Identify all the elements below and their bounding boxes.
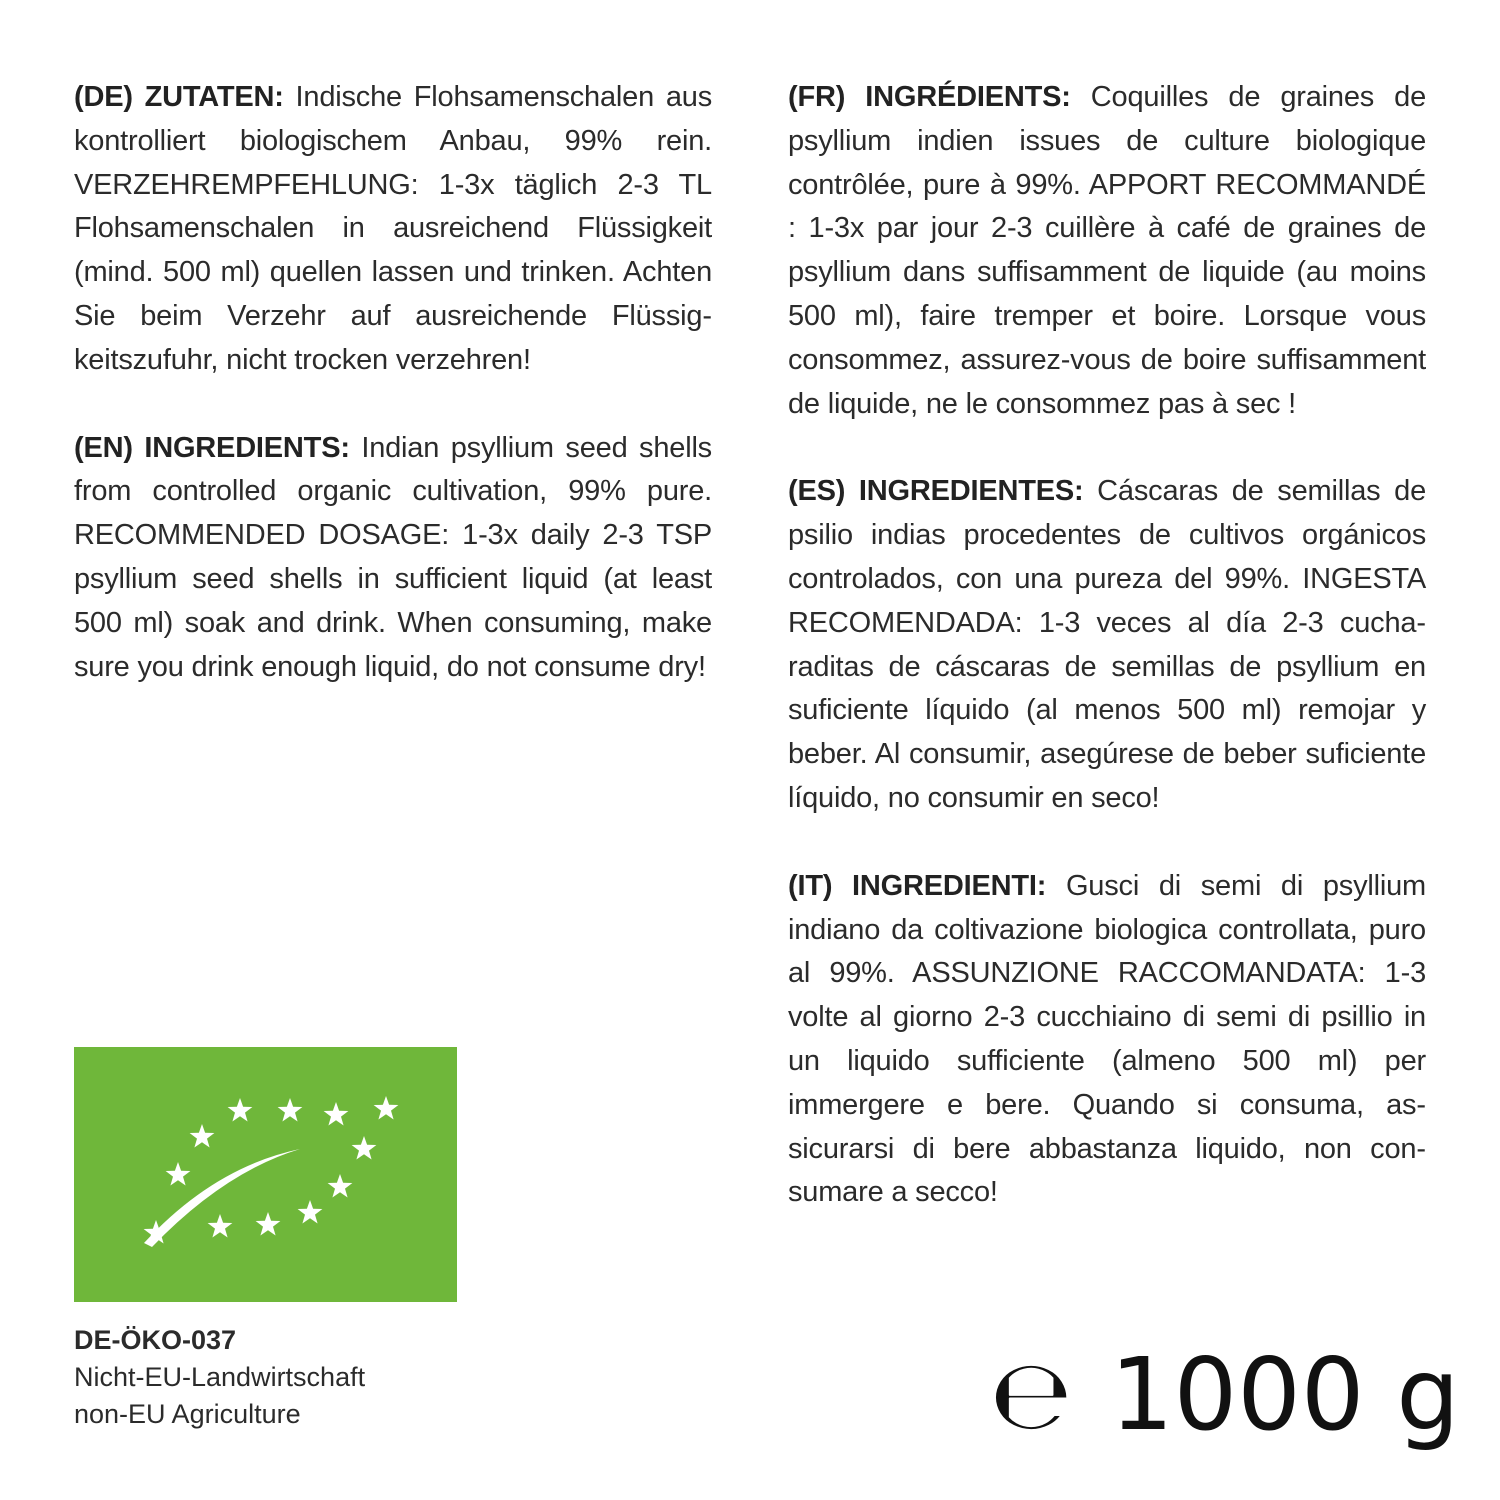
es-body: Cáscaras de semillas de psilio indias procedentes de cultivos orgánicos controlados, con una pureza del 99%. INGESTA RECOMENDADA: 1-3 veces al día 2-3 cucharaditas de cáscaras de semillas de psyllium en suficiente líquido (al menos 500 ml) remojar y beber. Al consumir, asegúrese de beber suficiente líquido, no consumir en seco! [788, 475, 1426, 814]
right-column [788, 76, 1426, 1259]
net-weight-value: 1000 g [1110, 1336, 1460, 1453]
certification-code: DE-ÖKO-037 [74, 1325, 237, 1355]
left-column [74, 76, 712, 733]
certification-origin-en: non-EU Agriculture [74, 1399, 301, 1429]
it-body: Gusci di semi di psyllium indiano da coltivazione biologica controllata, puro al 99%. ASSUNZIONE RACCOMANDATA: 1-3 volte al giorno 2-3 cucchiaino di semi di psillio in un liquido sufficiente (almeno 500 ml) per immergere e bere. Quando si consuma, assicurarsi di bere abbastanza liquido, non consumare a secco! [788, 869, 1426, 1209]
en-heading: (EN) INGREDIENTS: [74, 431, 350, 464]
net-weight [990, 1336, 1460, 1453]
logo-background [74, 1047, 457, 1302]
it-heading: (IT) INGREDIENTI: [788, 869, 1047, 902]
es-ingredients [788, 470, 1426, 820]
en-ingredients [74, 427, 712, 690]
it-ingredients [788, 865, 1426, 1215]
en-body: Indian psyllium seed shells from controlled organic cultivation, 99% pure. RECOMMENDED DOSAGE: 1-3x daily 2-3 TSP psyllium seed shells in sufficient liquid (at least 500 ml) soak and drink. When consuming, make sure you drink enough liquid, do not consume dry! [74, 431, 712, 683]
de-ingredients [74, 76, 712, 383]
fr-body: Coquilles de graines de psyllium indien issues de culture biologique contrôlée, pure à 99%. APPORT RECOMMANDÉ : 1-3x par jour 2-3 cuillère à café de graines de psyllium dans suffisamment de liquide (au moins 500 ml), faire tremper et boire. Lorsque vous consommez, assurez-vous de boire suffisamment de liquide, ne le consommez pas à sec ! [788, 81, 1426, 420]
es-heading: (ES) INGREDIENTES: [788, 475, 1084, 508]
certification-block [74, 1322, 365, 1433]
estimated-sign-icon: ℮ [990, 1339, 1073, 1451]
de-heading: (DE) ZUTATEN: [74, 81, 284, 113]
fr-ingredients [788, 76, 1426, 426]
fr-heading: (FR) INGRÉDIENTS: [788, 81, 1071, 113]
de-body: Indische Flohsamenschalen aus kontrolliert biologischem Anbau, 99% rein. VERZEHREMPFEHLUNG: 1-3x täglich 2-3 TL Flohsamenschalen in ausreichend Flüssigkeit (mind. 500 ml) quellen lassen und trinken. Achten Sie beim Verzehr auf ausreichende Flüssigkeitszufuhr, nicht trocken verzehren! [74, 81, 712, 376]
eu-organic-leaf-icon [74, 1047, 457, 1302]
certification-origin-de: Nicht-EU-Landwirtschaft [74, 1362, 366, 1392]
